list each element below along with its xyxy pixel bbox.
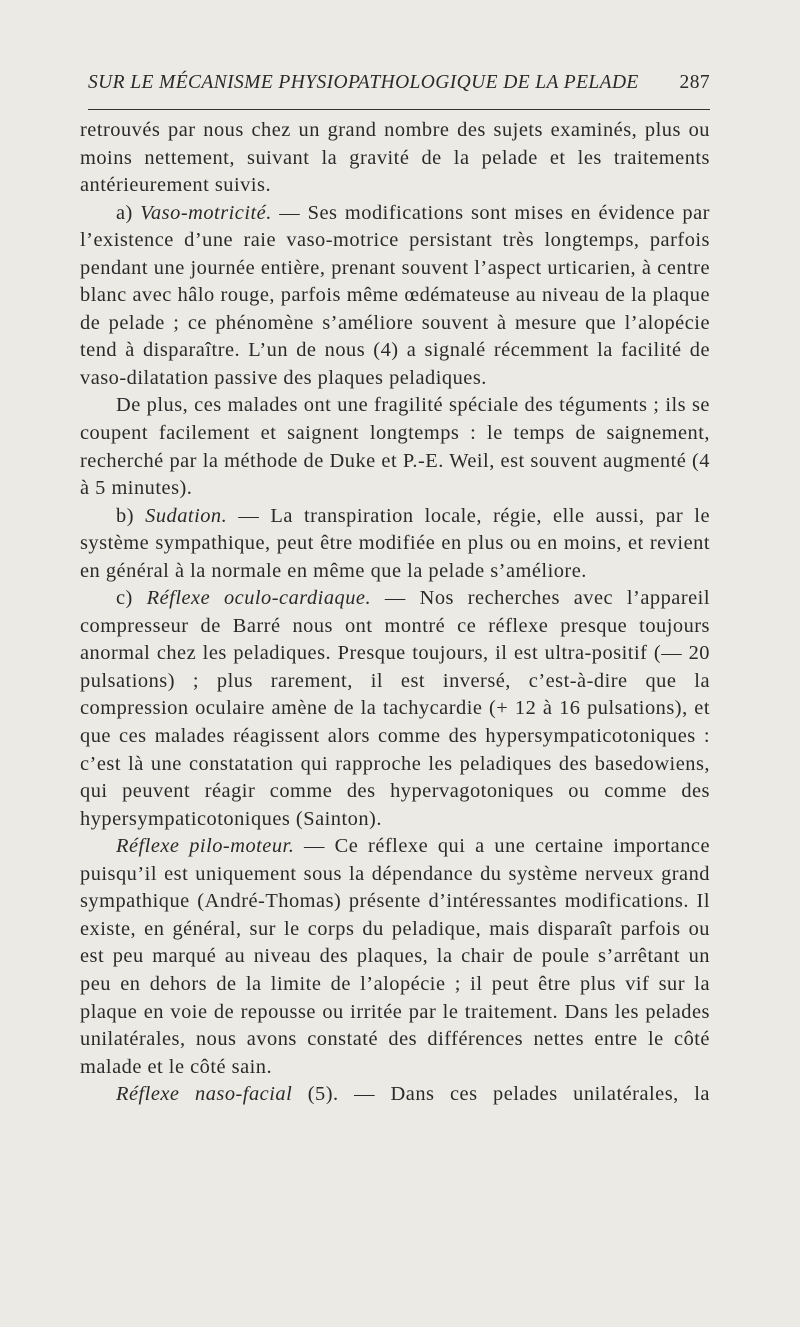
paragraph (80, 585, 710, 833)
paragraph-text: — La transpiration locale, régie, elle aussi, par le système sympathique, peut être modifiée en plus ou en moins, et revient en général à la normale en même que la pelade s’améliore. (80, 504, 710, 582)
running-title: SUR LE MÉCANISME PHYSIOPATHOLOGIQUE DE LA PELADE (88, 72, 639, 93)
paragraph-text: retrouvés par nous chez un grand nombre des sujets examinés, plus ou moins nettement, suivant la gravité de la pelade et les traitements antérieurement suivis. (80, 119, 710, 197)
paragraph (80, 833, 710, 1081)
italic-heading: Vaso-motricité. (140, 201, 272, 224)
body-text (80, 117, 710, 1109)
paragraph-text: — Nos recherches avec l’appareil compresseur de Barré nous ont montré ce réflexe presque toujours anormal chez les peladiques. Presque toujours, il est ultra-positif (— 20 pulsations) ; plus rarement, il est inversé, c’est-à-dire que la compression oculaire amène de la tachycardie (+ 12 à 16 pulsations), et que ces malades réagissent alors comme des hypersympaticotoniques : c’est là une constatation qui rapproche les peladiques des basedowiens, qui peuvent réagir comme des hypervagotoniques ou comme des hypersympaticotoniques (Sainton). (80, 587, 710, 830)
paragraph-text: — Ses modifications sont mises en évidence par l’existence d’une raie vaso-motrice persistant très longtemps, parfois pendant une journée entière, prenant souvent l’aspect urticarien, à centre blanc avec hâlo rouge, parfois même œdémateuse au niveau de la plaque de pelade ; ce phénomène s’améliore souvent à mesure que l’alopécie tend à disparaître. L’un de nous (4) a signalé récemment la facilité de vaso-dilatation passive des plaques peladiques. (80, 201, 710, 389)
italic-heading: Sudation. (145, 504, 228, 527)
paragraph (80, 1081, 710, 1109)
paragraph-text: a) (116, 201, 141, 224)
italic-heading: Réflexe oculo-cardiaque. (146, 587, 372, 610)
paragraph (80, 392, 710, 502)
paragraph-text: De plus, ces malades ont une fragilité spéciale des téguments ; ils se coupent facilement et saignent longtemps : le temps de saignement, recherché par la méthode de Duke et P.-E. Weil, est souvent augmenté (4 à 5 minutes). (80, 394, 710, 500)
paragraph-text: b) (116, 504, 146, 527)
paragraph-text: — Ce réflexe qui a une certaine importance puisqu’il est uniquement sous la dépendance du système nerveux grand sympathique (André-Thomas) présente d’intéressantes modifications. Il existe, en général, sur le corps du peladique, mais disparaît parfois ou est peu marqué au niveau des plaques, la chair de poule s’arrêtant un peu en dehors de la limite de l’alopécie ; il peut être plus vif sur la plaque en voie de repousse ou irritée par le traitement. Dans les pelades unilatérales, nous avons constaté des différences nettes entre le côté malade et le côté sain. (80, 835, 710, 1078)
page-number: 287 (679, 72, 710, 93)
paragraph (80, 117, 710, 200)
italic-heading: Réflexe pilo-moteur. (116, 835, 295, 858)
italic-heading: Réflexe naso-facial (116, 1083, 293, 1106)
paragraph (80, 503, 710, 586)
header-rule (88, 109, 710, 110)
paragraph (80, 200, 710, 393)
paragraph-text: (5). — Dans ces pelades unilatérales, la (292, 1083, 710, 1106)
running-header (88, 72, 710, 102)
paragraph-text: c) (116, 587, 147, 610)
